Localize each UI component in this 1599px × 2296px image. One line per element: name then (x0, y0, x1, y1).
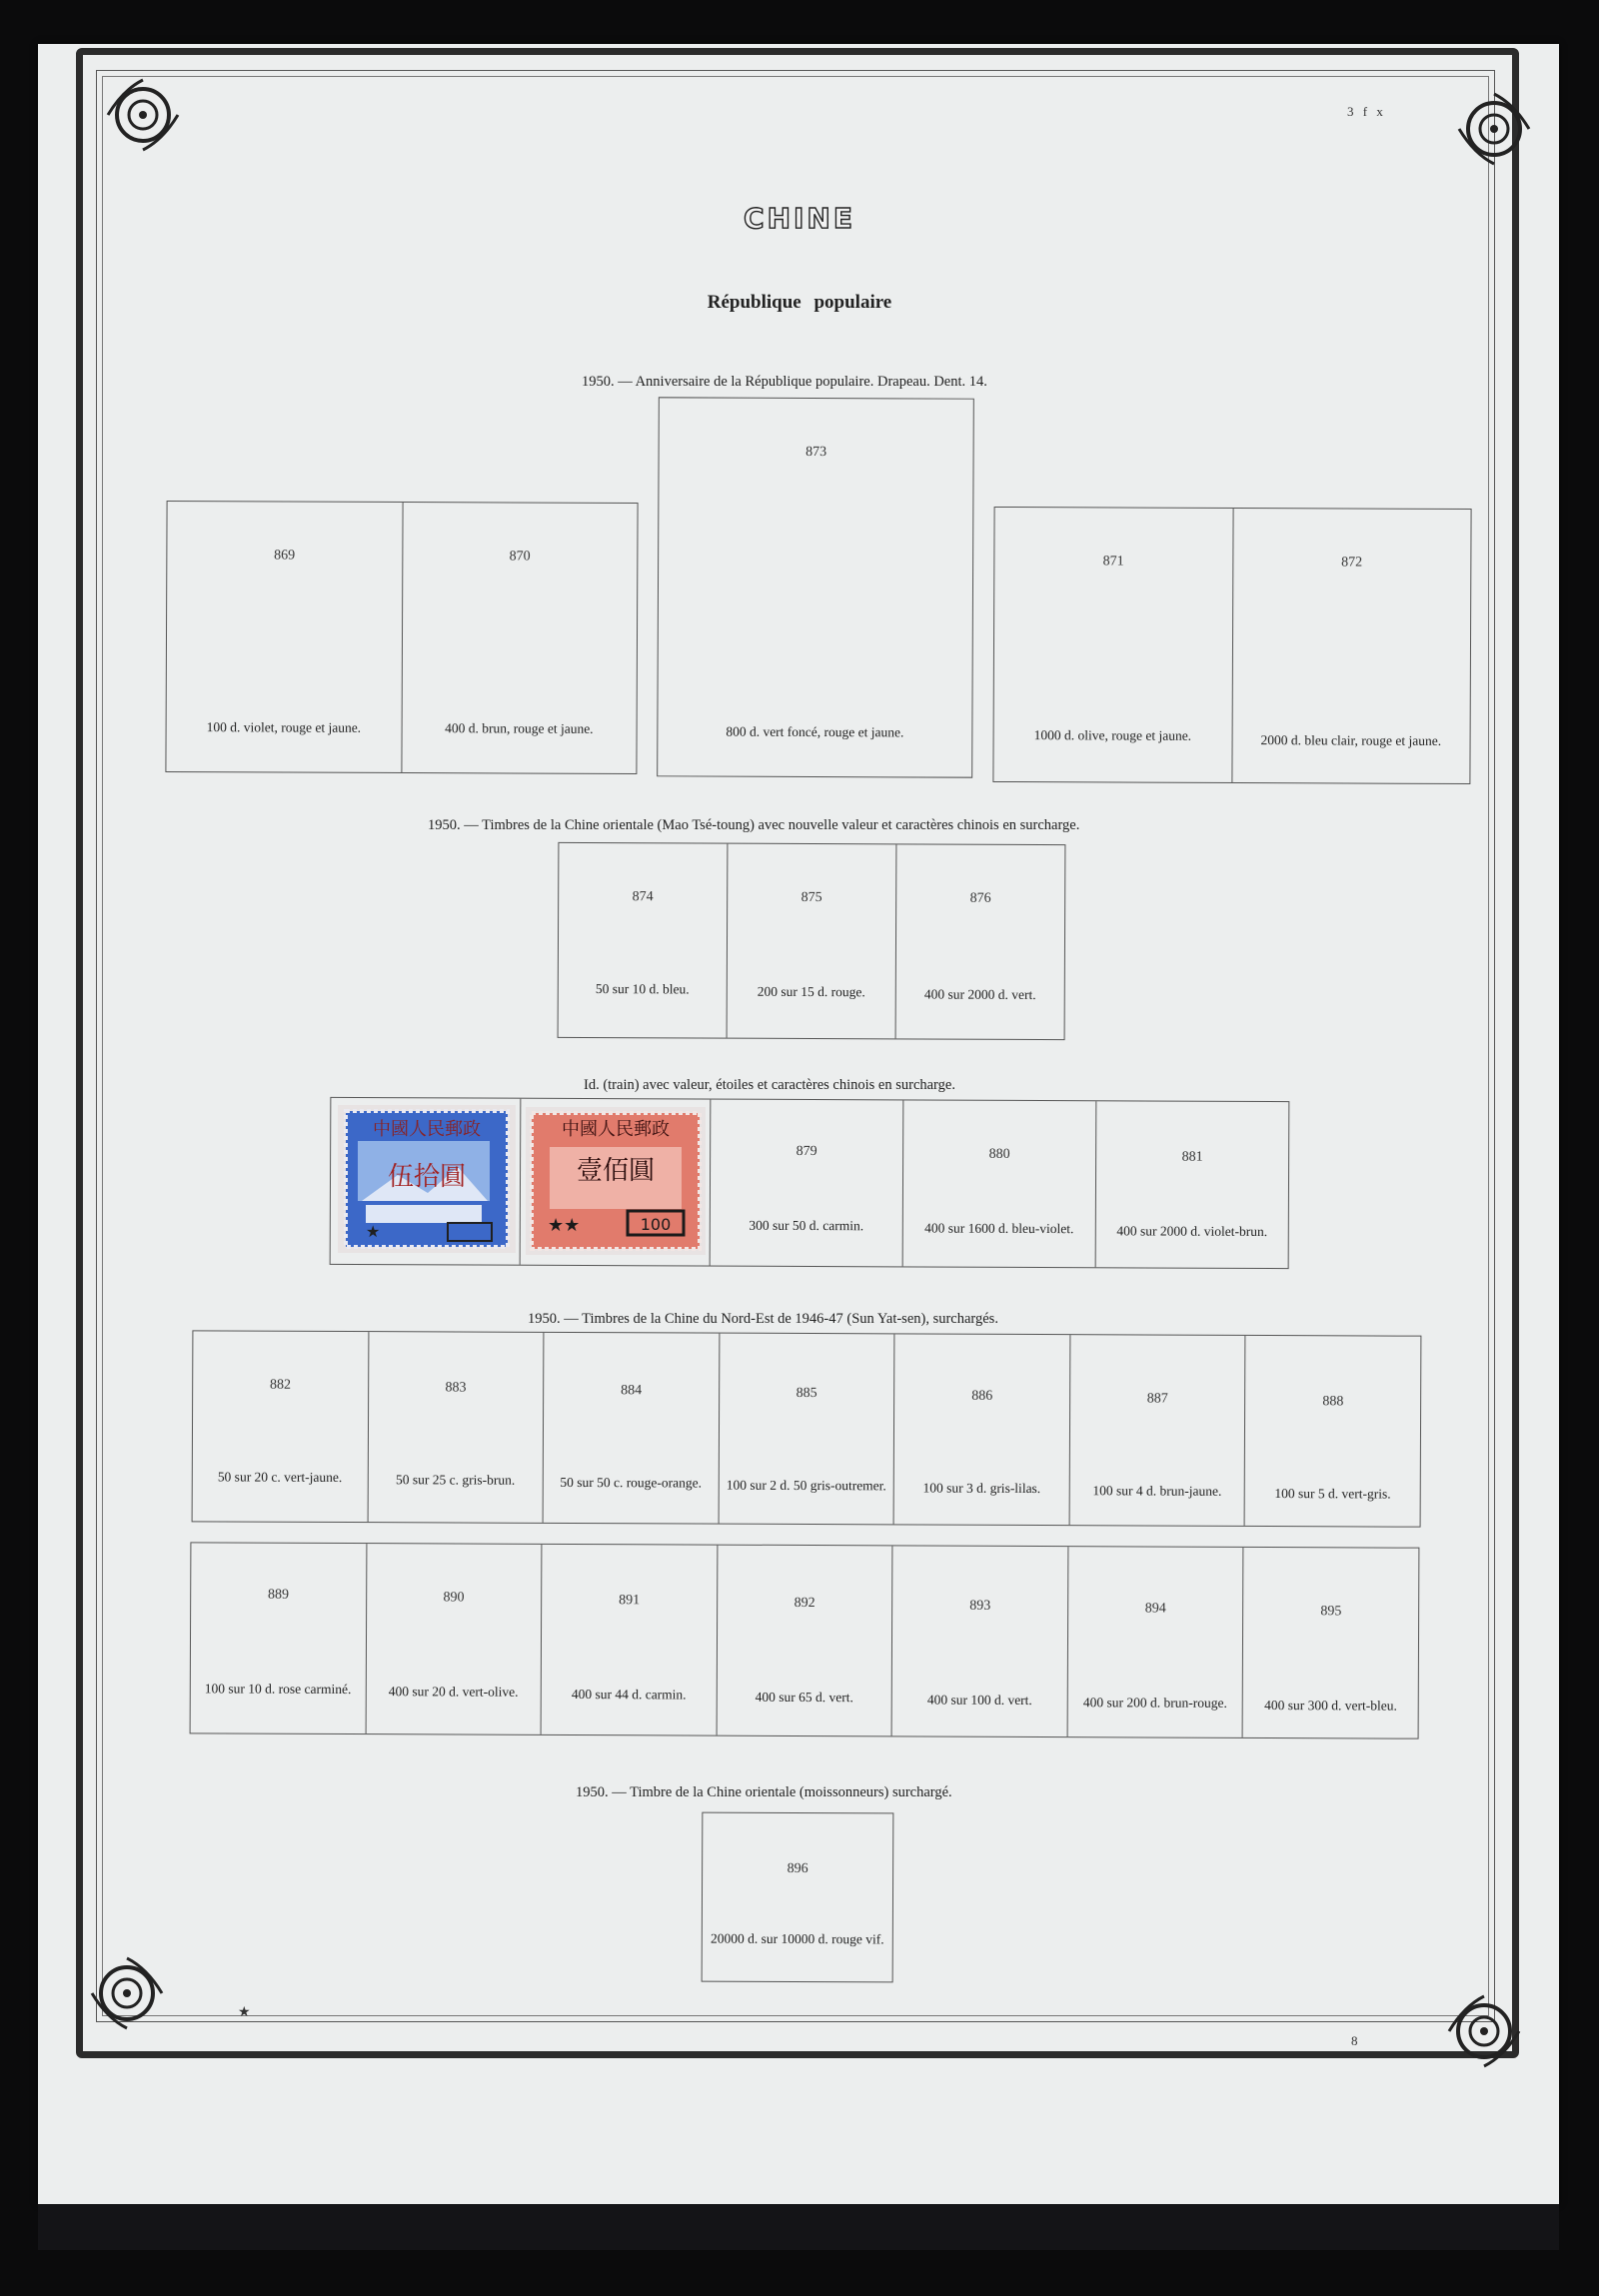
catalog-number: 883 (445, 1380, 467, 1396)
page-code: 3 f x (1347, 104, 1386, 119)
stamp-description: 800 d. vert foncé, rouge et jaune. (726, 723, 904, 740)
svg-text:壹佰圓: 壹佰圓 (576, 1156, 656, 1186)
stamp-description: 100 sur 10 d. rose carminé. (204, 1681, 352, 1698)
page-title: CHINE (744, 202, 855, 235)
stamp-description: 2000 d. bleu clair, rouge et jaune. (1260, 732, 1442, 748)
stamp-space-row (190, 1542, 1420, 1738)
catalog-number: 887 (1146, 1391, 1168, 1407)
page-subtitle: République populaire (707, 292, 892, 313)
stamp-blue-train[interactable] (338, 1105, 516, 1253)
stamp-description: 50 sur 10 d. bleu. (595, 981, 690, 997)
stamp-space[interactable] (711, 1100, 904, 1267)
section-caption: 1950. — Anniversaire de la République populaire. Drapeau. Dent. 14. (582, 374, 987, 390)
stamp-description: 300 sur 50 d. carmin. (749, 1217, 864, 1234)
catalog-number: 884 (621, 1383, 643, 1399)
corner-ornament-icon (82, 1948, 172, 2038)
catalog-number: 893 (969, 1598, 991, 1614)
stamp-description: 100 sur 3 d. gris-lilas. (922, 1480, 1041, 1497)
stamp-space-group (992, 507, 1471, 784)
stamp-description: 400 sur 200 d. brun-rouge. (1082, 1695, 1227, 1711)
stamp-description: 200 sur 15 d. rouge. (757, 983, 865, 1000)
stamp-description: 50 sur 50 c. rouge-orange. (560, 1474, 703, 1491)
svg-text:中國人民郵政: 中國人民郵政 (562, 1119, 670, 1140)
section-caption: 1950. — Timbres de la Chine du Nord-Est de 1946-47 (Sun Yat-sen), surchargés. (528, 1311, 998, 1327)
stamp-space-group (165, 501, 638, 774)
stamp-space[interactable] (366, 1544, 542, 1734)
stamp-description: 100 sur 5 d. vert-gris. (1274, 1486, 1391, 1502)
catalog-number: 882 (269, 1377, 291, 1393)
stamp-space[interactable] (544, 1333, 720, 1524)
catalog-number: 875 (800, 889, 822, 906)
catalog-number: 871 (1102, 554, 1124, 570)
stamp-space[interactable] (728, 844, 897, 1039)
stamp-space[interactable] (191, 1543, 367, 1733)
stamp-space[interactable] (368, 1332, 544, 1523)
stamp-space[interactable] (1067, 1547, 1243, 1737)
stamp-description: 400 d. brun, rouge et jaune. (445, 720, 594, 736)
stamp-description: 100 sur 4 d. brun-jaune. (1092, 1483, 1222, 1499)
catalog-number: 872 (1341, 555, 1363, 571)
page-bottom-edge (38, 2204, 1559, 2250)
stamp-description: 400 sur 44 d. carmin. (571, 1686, 687, 1703)
stamp-space[interactable] (717, 1546, 892, 1736)
stamp-space[interactable] (1096, 1101, 1289, 1268)
stamp-space[interactable] (193, 1331, 369, 1522)
catalog-number: 869 (274, 548, 296, 564)
catalog-number: 876 (969, 890, 991, 906)
catalog-number: 874 (632, 889, 654, 905)
corner-ornament-icon (98, 70, 188, 160)
stamp-description: 50 sur 25 c. gris-brun. (395, 1472, 516, 1488)
star-mark: ★ (238, 2005, 251, 2020)
catalog-number: 890 (443, 1590, 465, 1606)
catalog-number: 895 (1320, 1604, 1342, 1620)
stamp-space[interactable] (903, 1100, 1097, 1267)
stamp-description: 400 sur 65 d. vert. (755, 1689, 853, 1706)
stamp-description: 20000 d. sur 10000 d. rouge vif. (710, 1930, 884, 1947)
corner-ornament-icon (1449, 84, 1539, 174)
catalog-number: 879 (796, 1143, 817, 1160)
svg-text:★★: ★★ (548, 1215, 581, 1236)
stamp-red-train[interactable] (526, 1107, 706, 1255)
stamp-space-group (558, 842, 1066, 1040)
stamp-space-group (657, 397, 974, 777)
stamp-space[interactable] (658, 398, 973, 776)
stamp-description: 400 sur 2000 d. vert. (923, 986, 1036, 1002)
stamp-space[interactable] (993, 508, 1233, 782)
catalog-number: 891 (619, 1593, 641, 1609)
catalog-number: 870 (509, 549, 531, 565)
stamp-space[interactable] (402, 503, 638, 773)
stamp-space[interactable] (894, 1334, 1070, 1525)
stamp-space-row (192, 1330, 1422, 1527)
stamp-description: 400 sur 2000 d. violet-brun. (1116, 1223, 1268, 1239)
section-caption: 1950. — Timbre de la Chine orientale (moissonneurs) surchargé. (576, 1784, 952, 1800)
stamp-description: 1000 d. olive, rouge et jaune. (1033, 727, 1192, 743)
stamp-space-group (702, 1812, 894, 1983)
section-caption: 1950. — Timbres de la Chine orientale (Mao Tsé-toung) avec nouvelle valeur et caractères chinois en surcharge. (428, 817, 1080, 833)
catalog-number: 873 (805, 444, 827, 461)
page-number: 8 (1351, 2033, 1358, 2048)
stamp-space[interactable] (896, 844, 1065, 1039)
stamp-description: 50 sur 20 c. vert-jaune. (217, 1469, 343, 1485)
catalog-number: 894 (1144, 1601, 1166, 1617)
stamp-space[interactable] (892, 1546, 1068, 1736)
stamp-description: 400 sur 20 d. vert-olive. (388, 1684, 519, 1700)
catalog-number: 880 (988, 1146, 1010, 1162)
catalog-number: 885 (796, 1385, 817, 1402)
section-caption: Id. (train) avec valeur, étoiles et caractères chinois en surcharge. (584, 1077, 955, 1093)
stamp-description: 100 sur 2 d. 50 gris-outremer. (726, 1477, 886, 1494)
stamp-space[interactable] (703, 1813, 893, 1982)
svg-text:中國人民郵政: 中國人民郵政 (373, 1119, 481, 1140)
catalog-number: 889 (267, 1587, 290, 1603)
stamp-space[interactable] (1069, 1335, 1245, 1526)
catalog-number: 896 (787, 1860, 808, 1877)
corner-ornament-icon (1439, 1986, 1529, 2076)
stamp-description: 400 sur 100 d. vert. (926, 1692, 1032, 1708)
catalog-number: 888 (1322, 1394, 1344, 1410)
stamp-space[interactable] (1245, 1336, 1420, 1527)
svg-text:100: 100 (640, 1215, 672, 1234)
stamp-space[interactable] (559, 843, 729, 1038)
catalog-number: 886 (971, 1388, 993, 1404)
stamp-space[interactable] (542, 1545, 718, 1735)
stamp-description: 400 sur 300 d. vert-bleu. (1264, 1698, 1397, 1714)
stamp-description: 400 sur 1600 d. bleu-violet. (924, 1220, 1074, 1237)
stamp-space[interactable] (1243, 1548, 1418, 1738)
stamp-description: 100 d. violet, rouge et jaune. (206, 719, 362, 735)
catalog-number: 892 (794, 1595, 815, 1612)
svg-text:伍拾圓: 伍拾圓 (387, 1162, 467, 1192)
stamp-space[interactable] (166, 502, 403, 772)
svg-text:★: ★ (366, 1222, 381, 1241)
catalog-number: 881 (1181, 1149, 1203, 1165)
stamp-space[interactable] (719, 1334, 894, 1525)
stamp-space[interactable] (1232, 509, 1471, 783)
